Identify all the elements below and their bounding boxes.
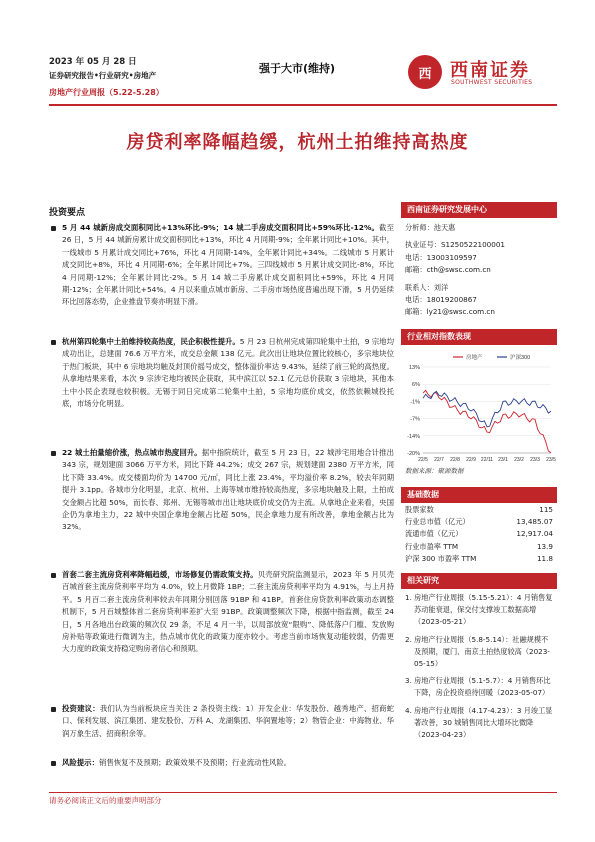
related-research-title: 相关研究 (401, 573, 557, 589)
rating: 强于大市(维持) (259, 62, 336, 75)
bullet-icon (51, 707, 56, 712)
analyst-label: 邮箱： (405, 307, 427, 317)
basic-data-table (405, 504, 553, 565)
y-tick-label: 13% (408, 365, 420, 371)
x-tick-label: 22/9 (466, 457, 476, 463)
analyst-row (405, 294, 557, 306)
table-label: 行业总市值（亿元） (405, 517, 470, 527)
investment-points-heading: 投资要点 (49, 208, 86, 218)
list-item[interactable] (405, 592, 555, 629)
report-header (49, 56, 164, 100)
table-value: 12,917.04 (516, 529, 553, 539)
report-date: 2023 年 05 月 28 日 (49, 57, 137, 67)
list-item[interactable] (405, 675, 555, 699)
table-row (405, 553, 553, 565)
x-tick-label: 22/5 (418, 457, 428, 463)
list-text: 房地产行业周报（5.8-5.14）：社融规模不及预期，厦门、南京土拍热度较高（2023-05-15） (414, 634, 550, 669)
x-tick-label: 23/1 (498, 457, 508, 463)
analyst-value: 13003109597 (426, 252, 477, 262)
list-item[interactable] (405, 634, 555, 671)
analyst-label: 联系人： (405, 282, 434, 292)
y-tick-label: -14% (407, 433, 420, 440)
analyst-row (405, 222, 557, 234)
point-text: 销售恢复不及预期；政策效果不及预期；行业流动性风险。 (98, 758, 292, 767)
y-tick-label: -20% (407, 451, 420, 457)
report-series: 房地产行业周报（5.22-5.28） (49, 88, 164, 97)
point-bold: 22 城土拍量缩价涨，热点城市热度回升。 (62, 448, 202, 457)
point-text: 贝壳研究院监测显示，2023 年 5 月贝壳百城首套主流房贷利率平均为 4.0%，较上月微降 1BP；二套主流房贷利率平均为 4.91%，与上月持平。5 月百二套主流房贷利率较去年同期分别回落 91BP 和 41BP。首套住房贷款利率政策动态调整机制下，5 月百城整体首二套房贷利率差扩大至 91BP。政策调整频次下降，根据中指监测，截至 24 日，5 月各地出台政策的频次仅 29 条，不足 4 月一半，以局部放宽“限购”、降低落户门槛、发放购房补贴等政策进行微调为主，热点城市优化的政策力度亦较小。考虑当前市场恢复动能较弱，仍需更大力度的政策支持稳定购房者信心和预期。 (62, 570, 394, 654)
report-type: 证券研究报告•行业研究•房地产 (49, 71, 157, 80)
table-value: 13,485.07 (516, 517, 553, 527)
relative-index-chart (401, 345, 557, 471)
bullet-icon (51, 573, 56, 578)
analyst-email[interactable]: cth@swsc.com.cn (426, 265, 491, 275)
point-item (49, 757, 394, 769)
point-bold: 风险提示： (62, 758, 99, 767)
point-text: 我们认为当前板块应当关注 2 条投资主线：1）开发企业：华发股份、越秀地产、招商蛇口、保利发展、滨江集团、建发股份、万科 A、龙湖集团、华润置地等；2）物管企业：中海物业、华润万象生活、招商积余等。 (62, 704, 394, 738)
x-tick-label: 23/3 (530, 457, 540, 463)
table-row (405, 504, 553, 516)
point-item (49, 222, 394, 309)
related-research-list (405, 592, 555, 746)
logo-chinese-name: 西南证券 (450, 60, 530, 81)
footer-divider (49, 792, 557, 793)
point-item (49, 336, 394, 410)
x-tick-label: 23/5 (546, 457, 556, 463)
point-bold: 投资建议： (62, 704, 100, 713)
x-tick-label: 22/8 (450, 457, 460, 463)
basic-data-title: 基础数据 (401, 487, 557, 503)
list-text: 房地产行业周报（5.15-5.21）：4 月销售复苏动能衰退，保交付支撑竣工数据高增（2023-05-21） (414, 593, 553, 627)
analyst-value: 刘洋 (433, 282, 449, 292)
point-bold: 首套二套主流房贷利率降幅趋缓，市场修复仍需政策支持。 (62, 570, 258, 579)
list-number: 3. (405, 676, 412, 686)
analyst-row (405, 264, 557, 276)
table-row (405, 516, 553, 528)
table-value: 11.8 (536, 553, 553, 563)
y-tick-label: -1% (410, 399, 420, 406)
list-text: 房地产行业周报（4.17-4.23）：3 月竣工显著改善，30 城销售同比大增环比微降（2023-04-23） (414, 705, 553, 740)
point-text: 据中指院统计，截至 5 月 23 日，22 城涉宅用地合计推出 343 宗，规划建面 3066 万平方米，同比下降 44.2%；成交 267 宗，规划建面 2380 万平方米，同比下降 33.4%。成交楼面均价为 14700 元/㎡，同比上涨 23.4%，平均溢价率 8.2%，较去年同期提升 3.1pp。各城市分化明显，北京、杭州、上海等城市维持较高热度，多宗地块触及上限，土拍成交金额占比超 50%，而长春、郑州、无锡等城市出让地块底价成交仍为主流。从拿地企业来看，央国企仍为拿地主力，22 城中央国企拿地金额占比超 50%，民企拿地力度有所改善，拿地金额占比为 32%。 (62, 448, 394, 532)
bullet-icon (51, 761, 56, 766)
point-item (49, 703, 394, 740)
y-tick-label: -7% (410, 416, 420, 423)
analyst-row (405, 239, 557, 251)
table-row (405, 528, 553, 540)
index-panel-title: 行业相对指数表现 (401, 329, 557, 345)
logo-english-name: SOUTHWEST SECURITIES (451, 79, 533, 86)
table-value: 13.9 (536, 541, 553, 551)
analyst-value: S1250522100001 (440, 240, 505, 250)
y-tick-label: 6% (412, 382, 420, 389)
header-divider (49, 104, 557, 106)
table-label: 股票家数 (405, 505, 434, 514)
analyst-label: 电话： (405, 295, 427, 305)
logo-mark-icon: 西 (408, 55, 442, 89)
chart-source: 数据来源：聚源数据 (405, 467, 464, 475)
analyst-label: 电话： (405, 252, 427, 262)
footer-notice: 请务必阅读正文后的重要声明部分 (49, 796, 162, 805)
analyst-row (405, 306, 557, 318)
analyst-row (405, 252, 557, 264)
analyst-panel-title: 西南证券研究发展中心 (401, 202, 557, 218)
x-tick-label: 23/2 (514, 457, 524, 463)
analyst-value: 池天惠 (433, 223, 456, 232)
list-number: 4. (405, 705, 412, 715)
bullet-icon (51, 451, 56, 456)
legend-label: 沪深300 (510, 355, 531, 361)
table-label: 沪深 300 市盈率 TTM (405, 553, 477, 563)
list-number: 2. (405, 634, 412, 644)
table-label: 行业市盈率 TTM (405, 541, 459, 551)
point-text: 5 月 23 日杭州完成第四轮集中土拍，9 宗地均成功出让，总建面 76.6 万平方米，成交总金额 138 亿元。此次出让地块位置比较核心，多宗地块位于热门板块，其中 6 宗地块均触及封顶价摇号成交，整体溢价率达 9.43%，延续了前三轮的高热度。从拿地结果来看，本次 9 宗涉宅地均被民企获取，其中滨江以 52.1 亿元总价获取 3 宗地块，其他本土中小民企表现也较积极。无锡于同日完成第二轮集中土拍，5 宗地均底价成交，依然依赖城投托底，市场分化明显。 (62, 337, 394, 409)
point-bold: 5 月 44 城新房成交面积同比+13%环比-9%；14 城二手房成交面积同比+59%环比-12%。 (62, 223, 380, 232)
bullet-icon (51, 340, 56, 345)
table-value: 115 (539, 505, 553, 514)
table-row (405, 541, 553, 553)
company-logo (408, 55, 558, 91)
point-item (49, 569, 394, 656)
list-number: 1. (405, 593, 412, 602)
point-item (49, 447, 394, 534)
analyst-label: 执业证号： (405, 240, 441, 250)
bullet-icon (51, 226, 56, 231)
analyst-label: 分析师： (405, 223, 434, 232)
series-line (423, 390, 551, 453)
analyst-email[interactable]: ly21@swsc.com.cn (426, 307, 495, 317)
report-title: 房贷利率降幅趋缓，杭州土拍维持高热度 (126, 132, 469, 153)
x-tick-label: 22/7 (434, 457, 444, 463)
series-line (423, 391, 551, 426)
analyst-label: 邮箱： (405, 265, 427, 275)
point-bold: 杭州第四轮集中土拍维持较高热度，民企积极性提升。 (62, 337, 240, 346)
analyst-value: 18019200867 (426, 295, 477, 305)
x-tick-label: 22/11 (480, 457, 494, 463)
analyst-info (405, 222, 557, 319)
list-text: 房地产行业周报（5.1-5.7）：4 月销售环比下降，房企投资亟待回暖（2023-05-07） (414, 676, 551, 698)
point-text: 截至 26 日，5 月 44 城新房累计成交面积同比+13%，环比 4 月同期-9%；全年累计同比+10%。其中，一线城市 5 月累计成交同比+76%，环比 4 月同期-14%，全年累计同比+34%。二线城市 5 月累计成交同比+8%，环比 4 月同期-6%；全年累计同比+7%。三四线城市 5 月累计成交同比-8%，环比 4 月同期-12%；全年累计同比-2%。5 月 14 城二手房累计成交面积同比+59%，环比 4 月同期-12%；全年累计同比+54%。4 月以来重点城市新房、二手房市场热度普遍出现下滑，5 月仍延续环比回落态势，企业推盘节奏亦明显下滑。 (62, 223, 394, 307)
analyst-row (405, 282, 557, 294)
list-item[interactable] (405, 705, 555, 742)
table-label: 流通市值（亿元） (405, 529, 463, 539)
legend-label: 房地产 (466, 355, 483, 361)
